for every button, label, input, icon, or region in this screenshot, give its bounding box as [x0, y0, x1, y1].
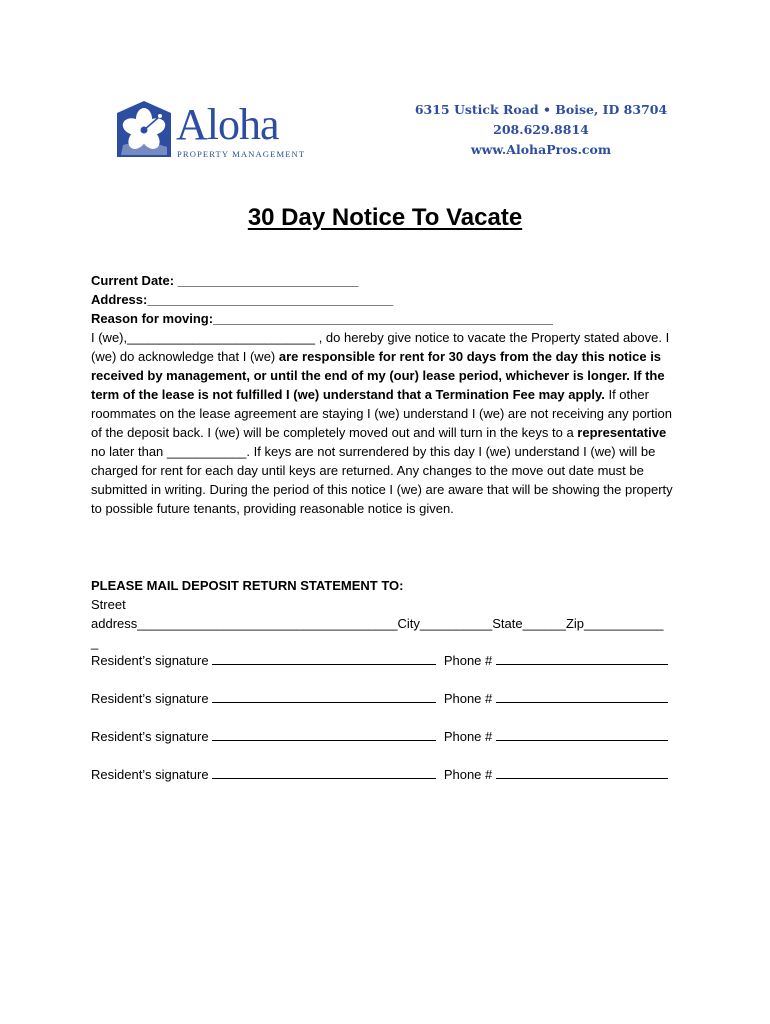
mail-heading: PLEASE MAIL DEPOSIT RETURN STATEMENT TO:: [91, 578, 404, 593]
notice-text-3: no later than ___________. If keys are not surrendered by this day I (we) understand I (we) will be charged for rent for each day until keys are returned. Any changes to the move out date must be submitted in writing. During the period of this notice I (we) are aware that will be showing the property to possible future tenants, providing reasonable notice is given.: [91, 444, 673, 516]
phone-label: Phone #: [443, 691, 493, 706]
signature-row: [91, 765, 668, 784]
mail-address-trail: _: [91, 635, 99, 650]
notice-body: [91, 271, 691, 518]
signature-row: [91, 651, 668, 670]
street-label: Street: [91, 597, 126, 612]
signature-label: Resident’s signature: [91, 767, 209, 782]
current-date-field[interactable]: Current Date: _________________________: [91, 273, 359, 288]
signature-label: Resident’s signature: [91, 653, 209, 668]
signature-row: [91, 689, 668, 708]
logo-tagline: PROPERTY MANAGEMENT: [177, 149, 306, 159]
signature-line[interactable]: [212, 766, 436, 779]
phone-line[interactable]: [496, 766, 668, 779]
phone-line[interactable]: [496, 690, 668, 703]
mail-section: [91, 576, 691, 652]
signature-line[interactable]: [212, 728, 436, 741]
notice-bold-1: are responsible for rent for 30 days from the day this notice is received by management, or until the end of my (our) lease period, whichever is longer. If the term of the lease is not fulfilled I (we) understand that a Termination Fee may apply.: [91, 349, 665, 402]
mail-address-field[interactable]: address____________________________________City__________State______Zip___________: [91, 616, 664, 631]
signature-label: Resident’s signature: [91, 729, 209, 744]
logo-wordmark: Aloha: [176, 100, 279, 149]
company-address: 6315 Ustick Road • Boise, ID 83704: [414, 102, 668, 117]
signature-line[interactable]: [212, 690, 436, 703]
company-phone: 208.629.8814: [493, 122, 589, 137]
signature-row: [91, 727, 668, 746]
document-title: 30 Day Notice To Vacate: [247, 204, 523, 231]
phone-label: Phone #: [443, 729, 493, 744]
phone-line[interactable]: [496, 728, 668, 741]
notice-text-1: I (we),__________________________ , do hereby give notice to vacate the Property stated above. I (we) do acknowledge that I (we): [91, 330, 670, 364]
hibiscus-flower-icon: [115, 99, 173, 161]
signature-label: Resident’s signature: [91, 691, 209, 706]
phone-line[interactable]: [496, 652, 668, 665]
company-logo: [115, 99, 306, 161]
notice-bold-2: representative: [577, 425, 667, 440]
phone-label: Phone #: [443, 767, 493, 782]
reason-field[interactable]: Reason for moving:_______________________________________________: [91, 311, 553, 326]
address-field[interactable]: Address:__________________________________: [91, 292, 394, 307]
phone-label: Phone #: [443, 653, 493, 668]
contact-block: [405, 100, 677, 160]
notice-text-2: If other roommates on the lease agreement are staying I (we) understand I (we) are not receiving any portion of the deposit back. I (we) will be completely moved out and will turn in the keys to a: [91, 387, 672, 440]
company-website[interactable]: www.AlohaPros.com: [470, 142, 612, 157]
notice-paragraph: [91, 328, 683, 518]
signature-line[interactable]: [212, 652, 436, 665]
